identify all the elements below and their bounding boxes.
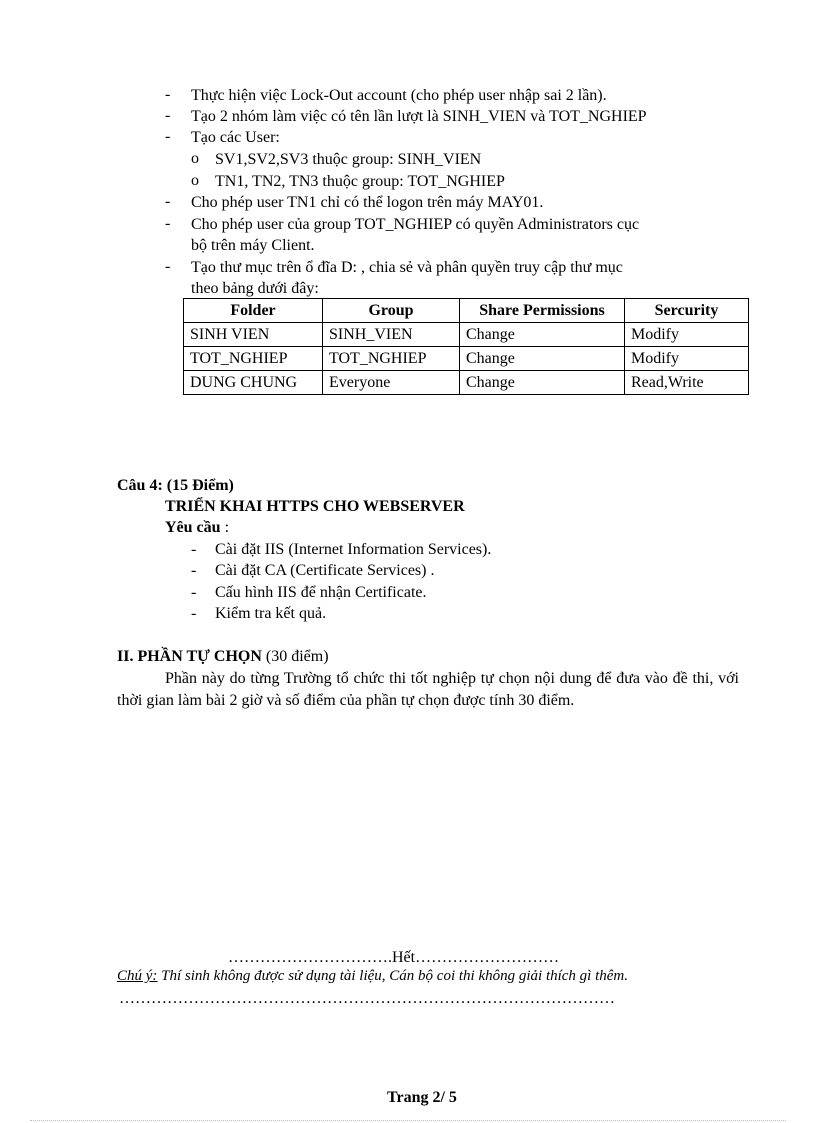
table-cell: DUNG CHUNG <box>184 371 323 395</box>
table-row <box>184 323 749 347</box>
list-marker: - <box>191 584 197 601</box>
header-share-permissions: Share Permissions <box>460 299 625 323</box>
question-4-title: Câu 4: (15 Điểm) <box>117 477 234 494</box>
sub-list-marker: o <box>191 150 199 167</box>
requirements-heading <box>165 518 229 538</box>
table-cell: Modify <box>625 323 749 347</box>
list-marker: - <box>191 605 197 622</box>
list-marker: - <box>191 562 197 579</box>
requirement-item: Kiểm tra kết quả. <box>215 605 327 622</box>
table-cell: TOT_NGHIEP <box>323 347 460 371</box>
section-2-heading <box>117 647 329 667</box>
list-item: Thực hiện việc Lock-Out account (cho phép user nhập sai 2 lần). <box>191 87 607 104</box>
header-security: Sercurity <box>625 299 749 323</box>
note-text: Thí sinh không được sử dụng tài liệu, Cán bộ coi thi không giải thích gì thêm. <box>157 968 629 984</box>
list-marker: - <box>165 258 171 275</box>
page-number: Trang 2/ 5 <box>387 1089 457 1106</box>
list-item-continuation: theo bảng dưới đây: <box>191 280 319 297</box>
note-label: Chú ý: <box>117 968 158 984</box>
table-cell: SINH VIEN <box>184 323 323 347</box>
list-item: Cho phép user TN1 chỉ có thể logon trên máy MAY01. <box>191 194 544 211</box>
note-line <box>117 966 628 986</box>
table-cell: Read,Write <box>625 371 749 395</box>
table-cell: Change <box>460 371 625 395</box>
requirement-item: Cấu hình IIS để nhận Certificate. <box>215 584 427 601</box>
table-cell: Change <box>460 323 625 347</box>
end-line: ………………………….Hết……………………… <box>228 949 560 966</box>
table-header-row <box>184 299 749 323</box>
list-item: Tạo 2 nhóm làm việc có tên lần lượt là SINH_VIEN và TOT_NGHIEP <box>191 108 647 125</box>
table-row <box>184 371 749 395</box>
list-item-continuation: bộ trên máy Client. <box>191 237 315 254</box>
list-marker: - <box>165 107 171 124</box>
permissions-table <box>183 298 749 395</box>
list-marker: - <box>165 193 171 210</box>
list-item: Cho phép user của group TOT_NGHIEP có quyền Administrators cục <box>191 216 640 233</box>
list-marker: - <box>191 541 197 558</box>
list-item: Tạo các User: <box>191 129 280 146</box>
requirements-colon: : <box>220 519 230 536</box>
header-group: Group <box>323 299 460 323</box>
list-item: Tạo thư mục trên ổ đĩa D: , chia sẻ và phân quyền truy cập thư mục <box>191 259 623 276</box>
table-cell: SINH_VIEN <box>323 323 460 347</box>
question-4-subtitle: TRIỂN KHAI HTTPS CHO WEBSERVER <box>165 498 465 515</box>
page-bottom-divider <box>30 1120 786 1121</box>
sub-list-item: SV1,SV2,SV3 thuộc group: SINH_VIEN <box>215 151 482 168</box>
section-2-points: (30 điểm) <box>261 648 329 665</box>
header-folder: Folder <box>184 299 323 323</box>
list-marker: - <box>165 86 171 103</box>
section-2-title: II. PHẦN TỰ CHỌN <box>117 648 262 665</box>
requirements-label: Yêu cầu <box>165 519 221 536</box>
table-cell: Modify <box>625 347 749 371</box>
sub-list-marker: o <box>191 172 199 189</box>
table-cell: Change <box>460 347 625 371</box>
requirement-item: Cài đặt IIS (Internet Information Services). <box>215 541 492 558</box>
table-cell: TOT_NGHIEP <box>184 347 323 371</box>
table-cell: Everyone <box>323 371 460 395</box>
list-marker: - <box>165 128 171 145</box>
sub-list-item: TN1, TN2, TN3 thuộc group: TOT_NGHIEP <box>215 173 505 190</box>
requirement-item: Cài đặt CA (Certificate Services) . <box>215 562 435 579</box>
table-row <box>184 347 749 371</box>
section-2-paragraph: Phần này do từng Trường tổ chức thi tốt nghiệp tự chọn nội dung để đưa vào đề thi, với thời gian làm bài 2 giờ và số điểm của phần tự chọn được tính 30 điểm. <box>117 670 739 709</box>
dotted-line: ………………………………………………………………………………… <box>119 990 615 1007</box>
list-marker: - <box>165 215 171 232</box>
